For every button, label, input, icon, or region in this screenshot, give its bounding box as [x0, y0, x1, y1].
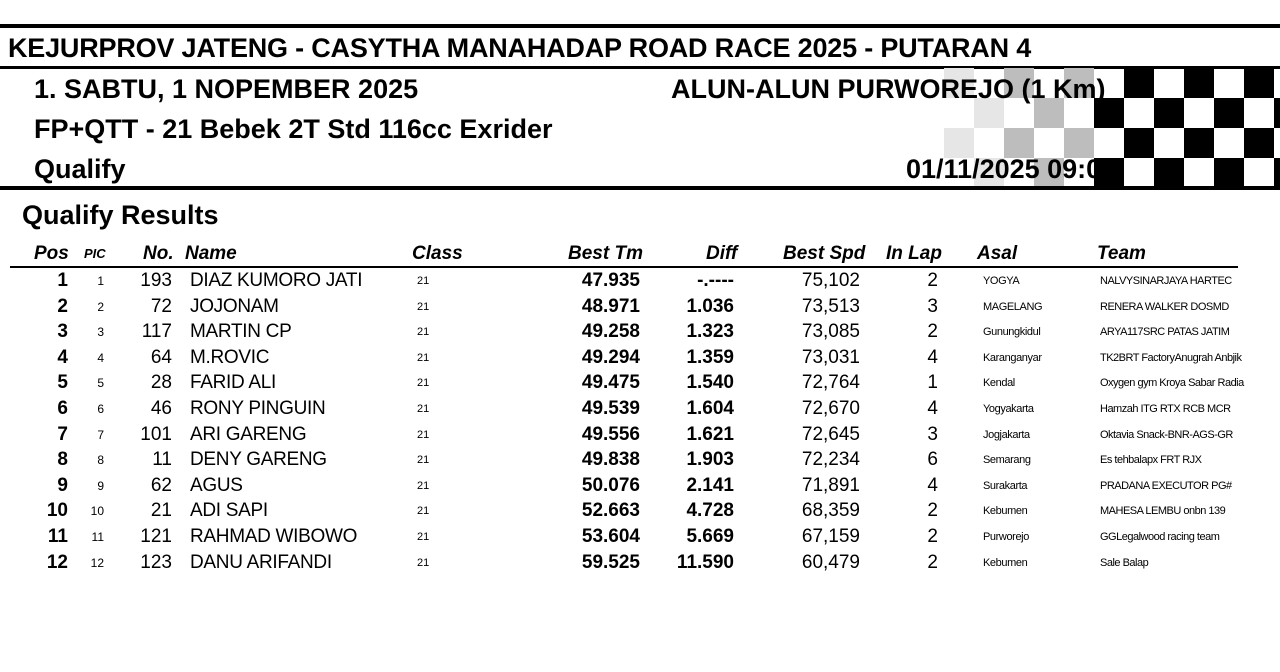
origin-cell: Yogyakarta [983, 403, 1034, 415]
flag-square [1214, 98, 1244, 128]
team-cell: TK2BRT FactoryAnugrah Anbjik [1100, 351, 1242, 364]
in-lap-cell: 2 [927, 551, 938, 573]
diff-cell: 1.540 [686, 372, 734, 394]
rider-name-cell: AGUS [190, 474, 243, 496]
team-cell: Es tehbalapx FRT RJX [1100, 454, 1202, 467]
number-cell: 193 [140, 270, 172, 291]
flag-square [1214, 158, 1244, 186]
col-header-asal: Asal [977, 243, 1018, 264]
in-lap-cell: 4 [927, 398, 938, 419]
best-time-cell: 52.663 [581, 500, 640, 522]
header-bottom-rule [0, 186, 1280, 190]
pic-cell: 3 [97, 325, 104, 340]
in-lap-cell: 2 [927, 270, 938, 291]
rider-name-cell: ADI SAPI [190, 500, 268, 522]
best-speed-cell: 73,085 [801, 321, 860, 343]
flag-square [1154, 98, 1184, 128]
in-lap-cell: 2 [927, 500, 938, 522]
number-cell: 101 [140, 423, 172, 445]
number-cell: 62 [150, 474, 172, 496]
col-header-team: Team [1097, 243, 1146, 264]
team-cell: Oxygen gym Kroya Sabar Radia [1100, 377, 1244, 390]
event-day: 1. SABTU, 1 NOPEMBER 2025 [34, 74, 419, 104]
team-cell: NALVYSINARJAYA HARTEC [1100, 275, 1232, 287]
pos-cell: 6 [57, 398, 68, 419]
origin-cell: Kendal [983, 377, 1015, 390]
flag-square [1124, 68, 1154, 98]
pic-cell: 1 [97, 274, 104, 288]
best-time-cell: 50.076 [581, 474, 640, 496]
origin-cell: Semarang [983, 454, 1031, 467]
col-header-pos: Pos [34, 243, 69, 264]
table-row [0, 370, 1280, 396]
team-cell: Sale Balap [1100, 556, 1149, 569]
flag-square [1124, 128, 1154, 158]
flag-square [1184, 128, 1214, 158]
class-cell: 21 [417, 351, 430, 364]
diff-cell: -.---- [697, 270, 734, 291]
diff-cell: 1.604 [686, 398, 734, 419]
best-time-cell: 49.294 [581, 346, 640, 368]
in-lap-cell: 2 [927, 526, 938, 547]
col-header-no: No. [143, 243, 174, 264]
origin-cell: Jogjakarta [983, 428, 1030, 441]
col-header-name: Name [185, 243, 237, 264]
class-cell: 21 [417, 428, 430, 441]
best-time-cell: 49.258 [581, 321, 640, 343]
pos-cell: 5 [57, 372, 68, 394]
in-lap-cell: 3 [927, 295, 938, 317]
col-header-best-spd: Best Spd [783, 243, 866, 264]
origin-cell: Karanganyar [983, 351, 1042, 364]
origin-cell: Purworejo [983, 531, 1029, 543]
pos-cell: 9 [57, 474, 68, 496]
best-speed-cell: 72,645 [801, 423, 860, 445]
team-cell: MAHESA LEMBU onbn 139 [1100, 505, 1226, 518]
pos-cell: 4 [57, 346, 68, 368]
class-cell: 21 [417, 505, 430, 518]
best-speed-cell: 72,234 [801, 449, 860, 471]
origin-cell: Kebumen [983, 556, 1028, 569]
rider-name-cell: DENY GARENG [190, 449, 327, 471]
rider-name-cell: ARI GARENG [190, 423, 307, 445]
class-cell: 21 [417, 403, 430, 415]
table-row [0, 550, 1280, 576]
in-lap-cell: 4 [927, 346, 938, 368]
section-title: Qualify Results [22, 200, 219, 230]
rider-name-cell: DIAZ KUMORO JATI [190, 270, 363, 291]
pic-cell: 12 [90, 555, 104, 570]
pos-cell: 10 [46, 500, 68, 522]
best-time-cell: 49.838 [581, 449, 640, 471]
race-category: FP+QTT - 21 Bebek 2T Std 116cc Exrider [34, 114, 553, 144]
pic-cell: 8 [97, 453, 104, 468]
number-cell: 72 [150, 295, 172, 317]
origin-cell: MAGELANG [983, 300, 1043, 313]
table-row [0, 524, 1280, 550]
number-cell: 46 [150, 398, 172, 419]
rider-name-cell: RONY PINGUIN [190, 398, 326, 419]
table-row [0, 447, 1280, 473]
in-lap-cell: 3 [927, 423, 938, 445]
best-time-cell: 49.475 [581, 372, 640, 394]
origin-cell: Surakarta [983, 479, 1028, 492]
best-speed-cell: 73,513 [801, 295, 860, 317]
pos-cell: 8 [57, 449, 68, 471]
best-time-cell: 59.525 [581, 551, 640, 573]
best-speed-cell: 73,031 [801, 346, 860, 368]
col-header-class: Class [412, 243, 463, 264]
class-cell: 21 [417, 326, 430, 339]
col-header-diff: Diff [706, 243, 738, 264]
session-name: Qualify [34, 154, 126, 184]
best-time-cell: 53.604 [581, 526, 640, 547]
diff-cell: 1.621 [686, 423, 734, 445]
flag-square [1184, 68, 1214, 98]
pos-cell: 7 [57, 423, 68, 445]
table-row [0, 396, 1280, 422]
rider-name-cell: M.ROVIC [190, 346, 270, 368]
team-cell: GGLegalwood racing team [1100, 531, 1220, 543]
pic-cell: 7 [97, 427, 104, 442]
best-time-cell: 49.556 [581, 423, 640, 445]
table-row [0, 345, 1280, 371]
col-header-in-lap: In Lap [886, 243, 942, 264]
number-cell: 117 [141, 321, 172, 343]
diff-cell: 11.590 [676, 551, 734, 573]
col-header-best-tm: Best Tm [568, 243, 643, 264]
number-cell: 64 [150, 346, 172, 368]
diff-cell: 5.669 [686, 526, 734, 547]
class-cell: 21 [417, 300, 430, 313]
flag-square [1244, 128, 1274, 158]
pic-cell: 9 [97, 478, 104, 493]
best-speed-cell: 71,891 [801, 474, 860, 496]
top-rule [0, 24, 1280, 28]
class-cell: 21 [417, 479, 430, 492]
best-time-cell: 49.539 [581, 398, 640, 419]
table-row [0, 498, 1280, 524]
origin-cell: Kebumen [983, 505, 1028, 518]
best-speed-cell: 72,670 [801, 398, 860, 419]
pos-cell: 12 [46, 551, 68, 573]
table-row [0, 294, 1280, 320]
flag-square [1154, 158, 1184, 186]
class-cell: 21 [417, 377, 430, 390]
pos-cell: 1 [57, 270, 68, 291]
session-datetime: 01/11/2025 09:00 [906, 154, 1117, 184]
number-cell: 11 [152, 449, 172, 471]
flag-square [1274, 98, 1280, 128]
pos-cell: 2 [57, 295, 68, 317]
in-lap-cell: 4 [927, 474, 938, 496]
best-speed-cell: 60,479 [801, 551, 860, 573]
class-cell: 21 [417, 531, 430, 543]
in-lap-cell: 2 [927, 321, 938, 343]
team-cell: Hamzah ITG RTX RCB MCR [1100, 403, 1231, 415]
best-time-cell: 48.971 [581, 295, 640, 317]
rider-name-cell: JOJONAM [190, 295, 279, 317]
in-lap-cell: 1 [927, 372, 938, 394]
best-speed-cell: 68,359 [801, 500, 860, 522]
pic-cell: 5 [97, 376, 104, 391]
flag-square [1244, 68, 1274, 98]
best-speed-cell: 67,159 [801, 526, 860, 547]
col-header-pic: PIC [84, 246, 106, 261]
table-row [0, 319, 1280, 345]
pic-cell: 10 [90, 504, 104, 519]
pic-cell: 6 [97, 402, 104, 416]
rider-name-cell: DANU ARIFANDI [190, 551, 332, 573]
rider-name-cell: MARTIN CP [190, 321, 292, 343]
number-cell: 21 [150, 500, 172, 522]
number-cell: 28 [150, 372, 172, 394]
pos-cell: 11 [47, 526, 68, 547]
flag-square [1274, 158, 1280, 186]
diff-cell: 1.359 [686, 346, 734, 368]
team-cell: PRADANA EXECUTOR PG# [1100, 479, 1232, 492]
team-cell: Oktavia Snack-BNR-AGS-GR [1100, 428, 1233, 441]
class-cell: 21 [417, 454, 430, 467]
pic-cell: 4 [97, 350, 104, 365]
team-cell: ARYA117SRC PATAS JATIM [1100, 326, 1230, 339]
class-cell: 21 [417, 556, 430, 569]
best-speed-cell: 75,102 [801, 270, 860, 291]
table-row [0, 268, 1280, 294]
origin-cell: YOGYA [983, 275, 1020, 287]
table-row [0, 473, 1280, 499]
number-cell: 123 [140, 551, 172, 573]
table-row [0, 422, 1280, 448]
rider-name-cell: FARID ALI [190, 372, 277, 394]
team-cell: RENERA WALKER DOSMD [1100, 300, 1229, 313]
diff-cell: 1.903 [686, 449, 734, 471]
pic-cell: 2 [97, 299, 104, 314]
in-lap-cell: 6 [927, 449, 938, 471]
rider-name-cell: RAHMAD WIBOWO [190, 526, 358, 547]
class-cell: 21 [417, 275, 430, 287]
diff-cell: 4.728 [686, 500, 734, 522]
pos-cell: 3 [57, 321, 68, 343]
number-cell: 121 [140, 526, 172, 547]
event-title: KEJURPROV JATENG - CASYTHA MANAHADAP ROAD RACE 2025 - PUTARAN 4 [8, 33, 1032, 63]
diff-cell: 1.323 [686, 321, 734, 343]
best-speed-cell: 72,764 [801, 372, 860, 394]
pic-cell: 11 [91, 530, 104, 544]
diff-cell: 1.036 [686, 295, 734, 317]
origin-cell: Gunungkidul [983, 326, 1041, 339]
diff-cell: 2.141 [686, 474, 734, 496]
venue: ALUN-ALUN PURWOREJO (1 Km) [671, 74, 1106, 104]
best-time-cell: 47.935 [581, 270, 640, 291]
